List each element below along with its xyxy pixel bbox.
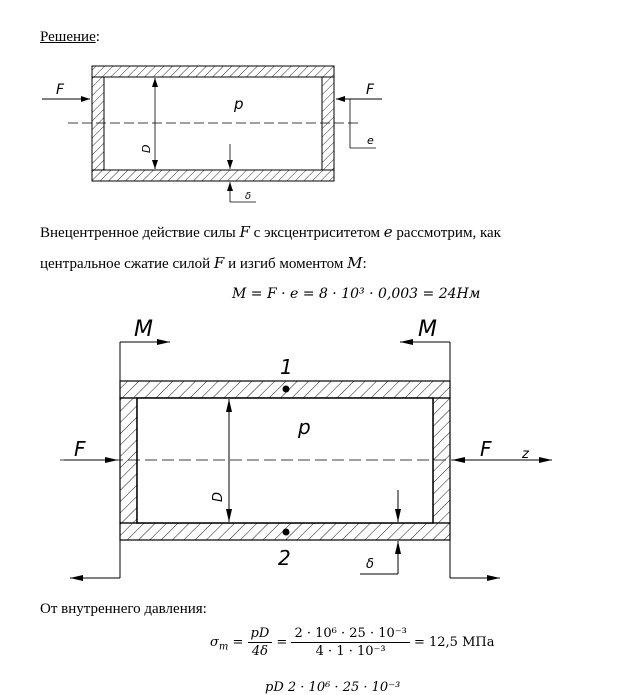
- point-2: [283, 529, 290, 536]
- p2-text-1: центральное сжатие силой: [40, 256, 214, 272]
- inner-cavity-2: [137, 398, 433, 523]
- p2-var-M: M: [347, 254, 363, 272]
- heading-text: Решение: [40, 29, 96, 45]
- pressure-label: p: [234, 95, 244, 113]
- fraction-numeric: $\frac{\text{2 · 10⁶ · 25 · 10⁻³}}{\text{4 · 1 · 10⁻³}}$: [291, 626, 409, 659]
- sigma-lhs: $\sigma_m$: [210, 635, 229, 653]
- p1-var-e: e: [383, 223, 393, 241]
- p2-text-2: и изгиб моментом: [224, 256, 348, 272]
- top-wall: [92, 66, 334, 77]
- inner-cavity: [104, 77, 322, 170]
- p1-text-2: с эксцентриситетом: [249, 225, 384, 241]
- formula-partial-next: pD 2 · 10⁶ · 25 · 10⁻³: [265, 680, 401, 695]
- paragraph-central-compression: [40, 254, 367, 273]
- diameter-label-2: D: [211, 491, 226, 502]
- left-wall-2: [120, 398, 137, 523]
- pressure-label-2: p: [298, 415, 311, 439]
- z-axis-label: z: [522, 447, 529, 462]
- right-wall-2: [433, 398, 450, 523]
- force-left-label-2: F: [74, 437, 86, 461]
- p1-var-F: F: [239, 223, 250, 241]
- point-1-label: 1: [280, 355, 293, 379]
- p1-text-1: Внецентренное действие силы: [40, 225, 240, 241]
- force-right-label-2: F: [480, 437, 492, 461]
- paragraph-internal-pressure: От внутреннего давления:: [40, 601, 207, 617]
- moment-left-label: M: [134, 317, 153, 342]
- paragraph-eccentric-action: [40, 223, 501, 242]
- point-1: [283, 386, 290, 393]
- figure-tube-bending: [40, 310, 568, 588]
- formula-sigma: $\sigma_m$ = $\frac{pD}{4\delta}$ = $\frac{\text{2 · 10⁶ · 25 · 10⁻³}}{\text{4 · 1 · 10⁻³}}$ = 12,5 МПа: [210, 626, 495, 659]
- p2-var-F: F: [213, 254, 225, 272]
- force-left-label: F: [56, 82, 65, 98]
- thickness-label: δ: [245, 191, 252, 202]
- fraction-pD-4delta: $\frac{pD}{4\delta}$: [248, 626, 273, 659]
- p1-text-3: рассмотрим, как: [392, 225, 501, 241]
- force-right-label: F: [366, 82, 375, 98]
- left-wall: [92, 77, 104, 170]
- sigma-result: = 12,5 МПа: [413, 635, 495, 650]
- eccentricity-label: e: [367, 134, 374, 147]
- right-wall: [322, 77, 334, 170]
- p2-text-3: :: [362, 256, 367, 272]
- heading-colon: :: [95, 29, 100, 45]
- bottom-wall: [92, 170, 334, 181]
- formula-moment: M = F · e = 8 · 10³ · 0,003 = 24Нм: [232, 286, 481, 302]
- point-2-label: 2: [278, 546, 291, 570]
- solution-heading: [40, 28, 100, 46]
- moment-right-label: M: [418, 317, 437, 342]
- figure-tube-eccentric: [38, 56, 390, 208]
- thickness-label-2: δ: [366, 557, 374, 572]
- diameter-label: D: [140, 144, 153, 153]
